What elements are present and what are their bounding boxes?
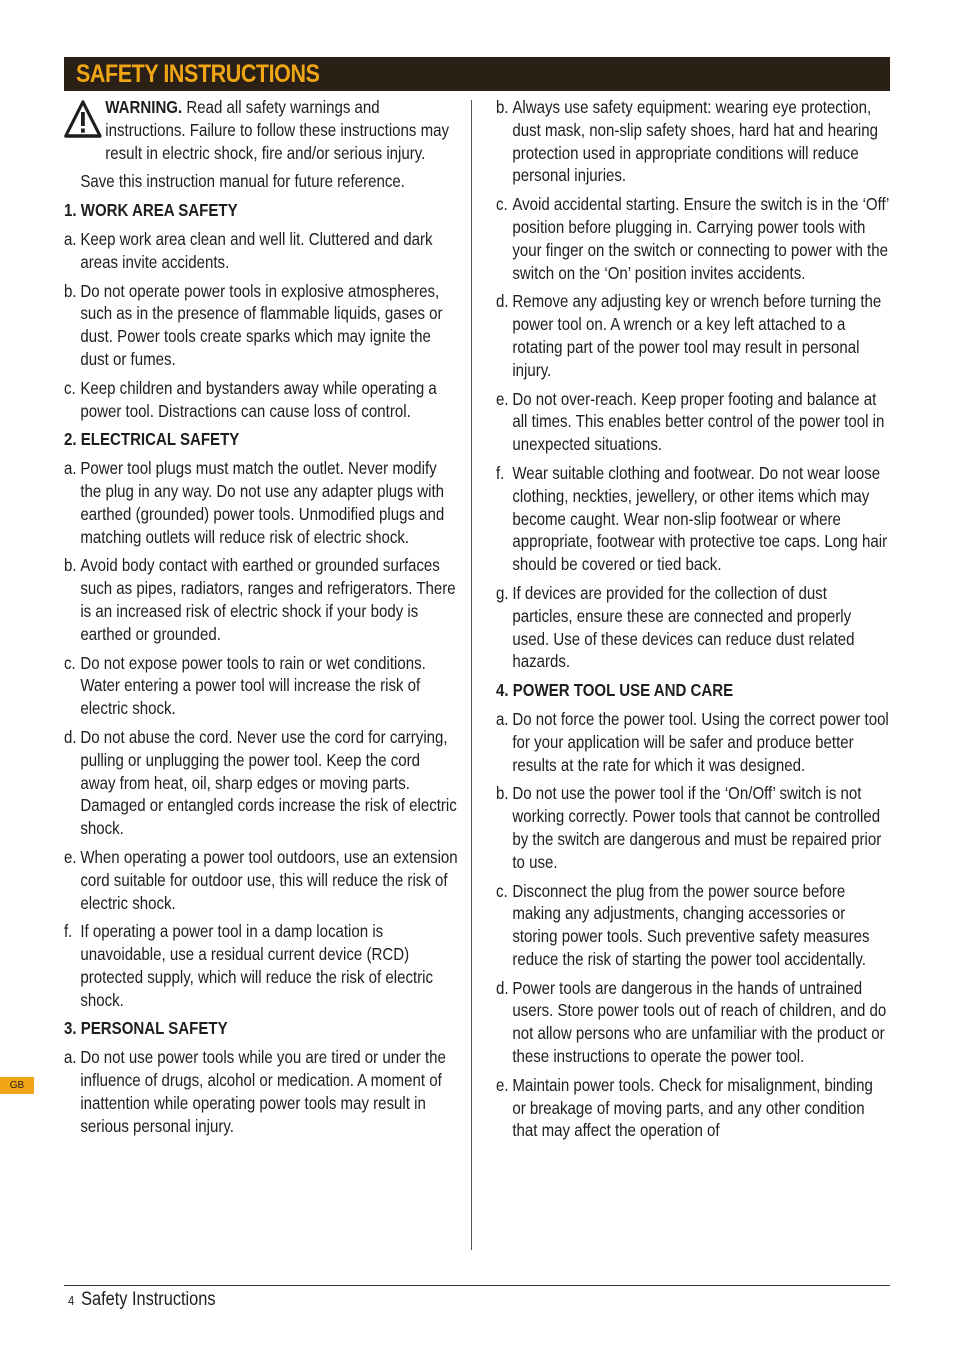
item-label: a. [64, 458, 77, 479]
section-title-electrical: 2. ELECTRICAL SAFETY [64, 429, 240, 450]
item-label: a. [64, 228, 77, 249]
page-number: 4 [68, 1293, 75, 1308]
list-item [496, 96, 889, 187]
item-text: If operating a power tool in a damp location is unavoidable, use a residual current device (RCD) protected supply, which will reduce the risk of electric shock. [80, 921, 434, 1010]
column-divider [471, 100, 472, 1250]
section-title-work-area: 1. WORK AREA SAFETY [64, 200, 238, 221]
page-title: SAFETY INSTRUCTIONS [76, 60, 320, 88]
list-item [64, 457, 459, 548]
item-label: b. [64, 555, 77, 576]
item-label: c. [64, 652, 76, 673]
warning-label: WARNING. [105, 97, 183, 117]
item-text: Always use safety equipment: wearing eye protection, dust mask, non-slip safety shoes, hard hat and hearing protection used in appropriate conditions will reduce personal injuries. [512, 97, 878, 186]
item-label: g. [496, 582, 509, 603]
item-text: Keep work area clean and well lit. Cluttered and dark areas invite accidents. [80, 228, 433, 272]
item-text: Do not force the power tool. Using the correct power tool for your application will be safer and produce better results at the rate for which it was designed. [512, 708, 889, 775]
item-label: d. [64, 726, 77, 747]
item-text: When operating a power tool outdoors, use an extension cord suitable for outdoor use, this will reduce the risk of electric shock. [80, 846, 458, 913]
list-item [496, 290, 889, 381]
right-column [496, 96, 890, 1148]
section-title-tool-use: 4. POWER TOOL USE AND CARE [496, 680, 734, 701]
left-column [64, 96, 460, 1143]
item-text: Wear suitable clothing and footwear. Do not wear loose clothing, neckties, jewellery, or other items which may become caught. Wear non-slip footwear or where appropriate, footwear with protective toe caps. Long hair should be covered or tied back. [512, 462, 888, 575]
item-text: Do not over-reach. Keep proper footing and balance at all times. This enables better control of the power tool in unexpected situations. [512, 388, 885, 455]
item-text: Keep children and bystanders away while operating a power tool. Distractions can cause loss of control. [80, 377, 437, 421]
item-label: b. [64, 280, 77, 301]
section-header-bar [64, 57, 890, 91]
item-text: Disconnect the plug from the power source before making any adjustments, changing accessories or storing power tools. Such preventive safety measures reduce the risk of starting the power tool accidentally. [512, 880, 870, 969]
footer-divider [64, 1285, 890, 1286]
list-item [496, 1074, 889, 1142]
item-label: d. [496, 291, 509, 312]
list-item [496, 782, 889, 873]
item-text: Power tool plugs must match the outlet. Never modify the plug in any way. Do not use any adapter plugs with earthed (grounded) power tools. Unmodified plugs and matching outlets will reduce risk of electric shock. [80, 458, 445, 547]
item-label: e. [64, 846, 77, 867]
item-label: f. [496, 462, 505, 483]
list-item [64, 846, 459, 914]
item-label: c. [64, 377, 76, 398]
item-text: Maintain power tools. Check for misalignment, binding or breakage of moving parts, and any other condition that may affect the operation of [512, 1074, 873, 1141]
list-item [64, 920, 459, 1011]
item-text: Remove any adjusting key or wrench before turning the power tool on. A wrench or a key left attached to a rotating part of the power tool may result in personal injury. [512, 291, 882, 380]
list-item [496, 977, 889, 1068]
list-item [64, 652, 459, 720]
list-item [496, 708, 889, 776]
list-item [496, 582, 889, 673]
page-footer [68, 1288, 216, 1313]
item-label: f. [64, 921, 73, 942]
item-text: Do not abuse the cord. Never use the cord for carrying, pulling or unplugging the power tool. Keep the cord away from heat, oil, sharp edges or moving parts. Damaged or entangled cords increase the risk of electric shock. [80, 726, 457, 839]
list-item [64, 377, 459, 423]
warning-block [64, 96, 459, 164]
footer-label: Safety Instructions [81, 1289, 216, 1310]
warning-text: Read all safety warnings and instructions. Failure to follow these instructions may result in electric shock, fire and/or serious injury. [105, 97, 450, 163]
item-text: Do not expose power tools to rain or wet conditions. Water entering a power tool will increase the risk of electric shock. [80, 652, 426, 719]
list-item [496, 388, 889, 456]
item-text: Do not use the power tool if the ‘On/Off’ switch is not working correctly. Power tools that cannot be controlled by the switch are dangerous and must be repaired prior to use. [512, 783, 882, 872]
item-label: c. [496, 194, 508, 215]
list-item [496, 193, 889, 284]
section-title-personal: 3. PERSONAL SAFETY [64, 1018, 228, 1039]
item-label: c. [496, 880, 508, 901]
list-item [496, 880, 889, 971]
item-label: d. [496, 977, 509, 998]
warning-triangle-icon [64, 100, 102, 138]
item-label: a. [64, 1047, 77, 1068]
list-item [496, 462, 889, 576]
list-item [64, 1046, 459, 1137]
item-text: Avoid accidental starting. Ensure the switch is in the ‘Off’ position before plugging in. Carrying power tools with your finger on the switch or connecting to power with the switch on the ‘On’ position invites accidents. [512, 194, 889, 283]
list-item [64, 228, 459, 274]
save-note: Save this instruction manual for future reference. [80, 171, 405, 192]
list-item [64, 280, 459, 371]
item-label: b. [496, 783, 509, 804]
item-label: b. [496, 97, 509, 117]
item-text: Power tools are dangerous in the hands of untrained users. Store power tools out of reach of children, and do not allow persons who are unfamiliar with the product or these instructions to operate the power tool. [512, 977, 887, 1067]
item-text: Do not use power tools while you are tired or under the influence of drugs, alcohol or medication. A moment of inattention while operating power tools may result in serious personal injury. [80, 1047, 446, 1136]
item-label: a. [496, 708, 509, 729]
item-text: Avoid body contact with earthed or grounded surfaces such as pipes, radiators, ranges and refrigerators. There is an increased risk of electric shock if your body is earthed or grounded. [80, 555, 456, 644]
item-label: e. [496, 388, 509, 409]
item-text: Do not operate power tools in explosive atmospheres, such as in the presence of flammable liquids, gases or dust. Power tools create sparks which may ignite the dust or fumes. [80, 280, 443, 369]
list-item [64, 726, 459, 840]
item-label: e. [496, 1074, 509, 1095]
item-text: If devices are provided for the collection of dust particles, ensure these are connected and properly used. Use of these devices can reduce dust related hazards. [512, 582, 855, 672]
language-tab: GB [0, 1077, 34, 1094]
list-item [64, 554, 459, 645]
